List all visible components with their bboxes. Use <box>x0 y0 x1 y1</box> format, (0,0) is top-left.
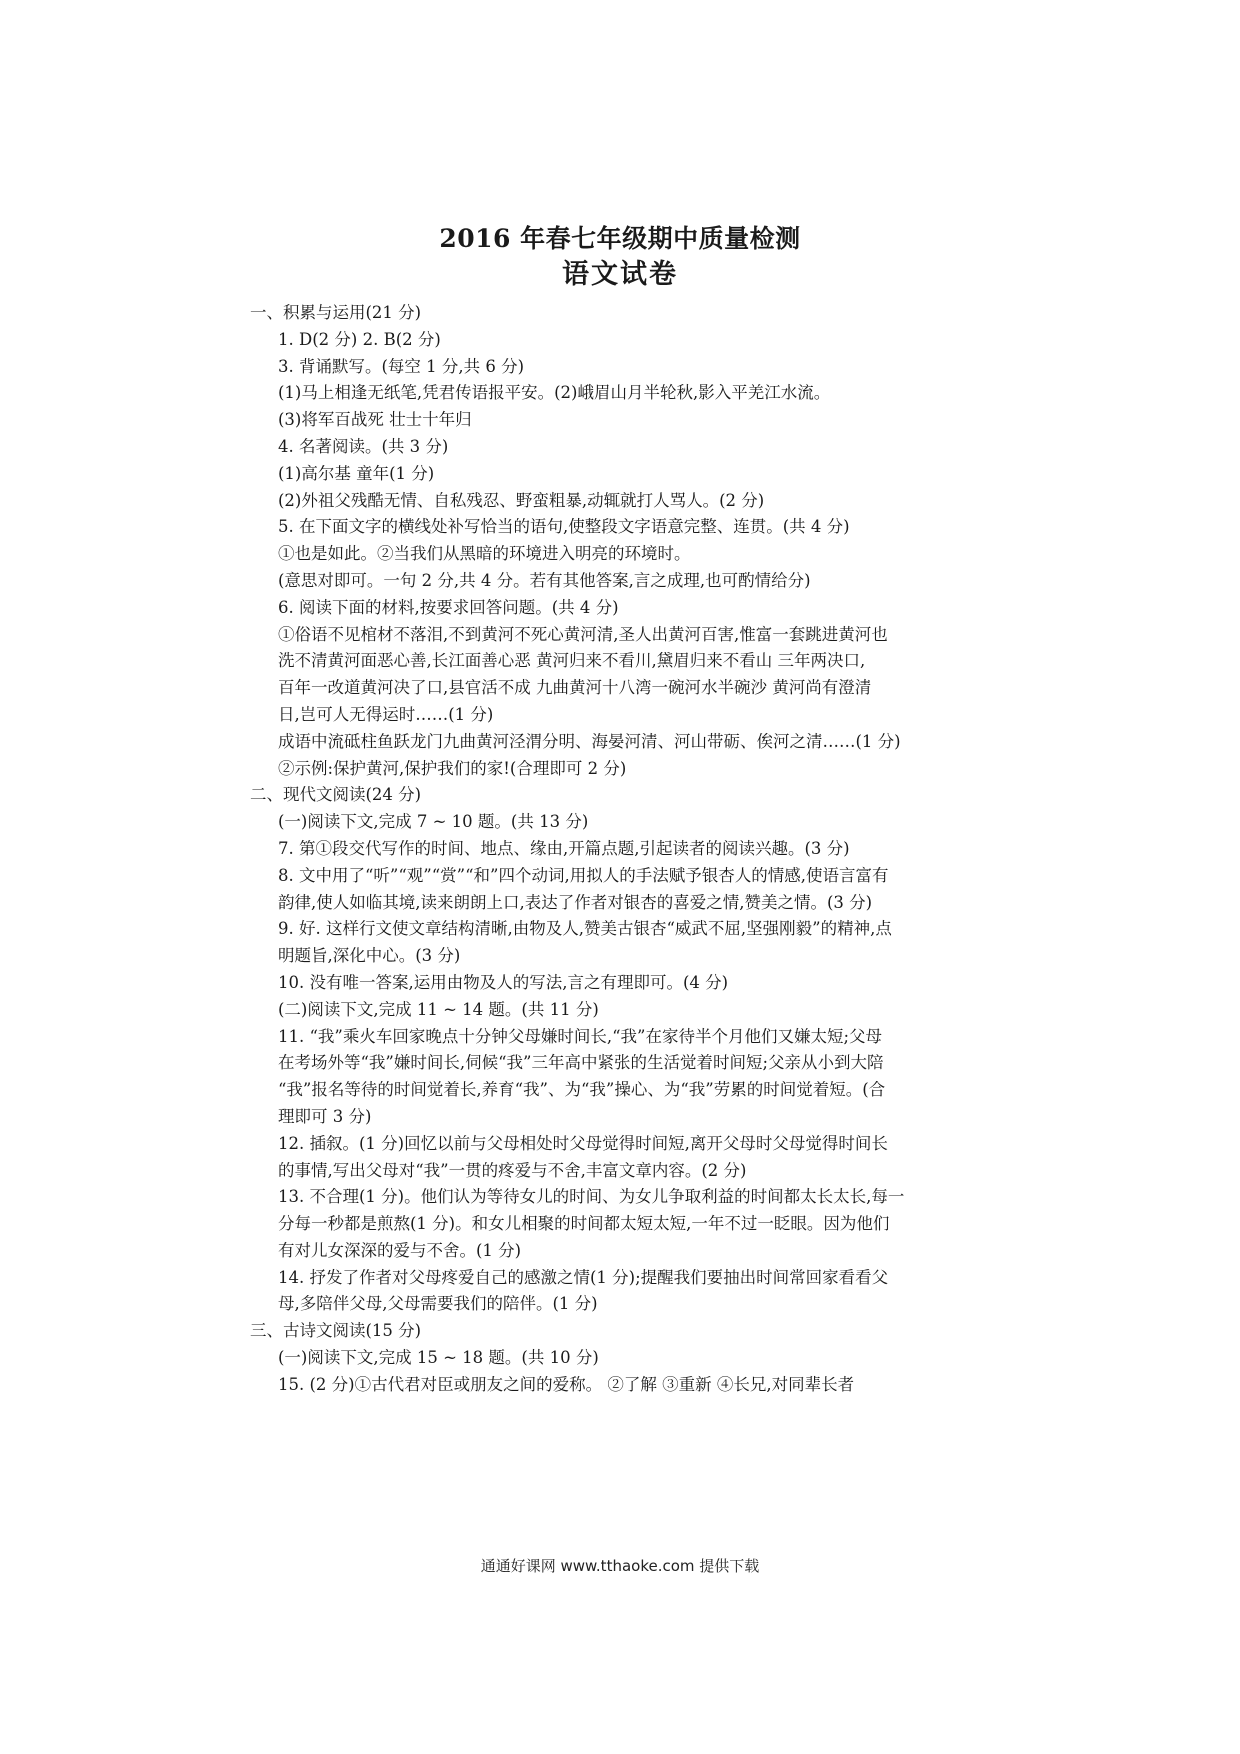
answer-line: (3)将军百战死 壮士十年归 <box>278 410 472 430</box>
document-title: 2016 年春七年级期中质量检测 <box>439 224 801 253</box>
answer-line: 3. 背诵默写。(每空 1 分,共 6 分) <box>278 356 525 376</box>
answer-line: 韵律,使人如临其境,读来朗朗上口,表达了作者对银杏的喜爱之情,赞美之情。(3 分) <box>278 892 873 912</box>
answer-line: 13. 不合理(1 分)。他们认为等待女儿的时间、为女儿争取利益的时间都太长太长,每一 <box>278 1187 905 1207</box>
answer-line: ①也是如此。②当我们从黑暗的环境进入明亮的环境时。 <box>278 544 691 564</box>
answer-line: 14. 抒发了作者对父母疼爱自己的感激之情(1 分);提醒我们要抽出时间常回家看看父 <box>278 1267 889 1287</box>
answer-line: 明题旨,深化中心。(3 分) <box>278 946 461 966</box>
answer-line: 日,岂可人无得运时……(1 分) <box>278 704 494 724</box>
answer-line: 15. (2 分)①古代君对臣或朋友之间的爱称。 ②了解 ③重新 ④长兄,对同辈长者 <box>278 1374 855 1394</box>
answer-line: 母,多陪伴父母,父母需要我们的陪伴。(1 分) <box>278 1294 598 1314</box>
answer-content <box>250 300 1030 1399</box>
section-heading: 一、积累与运用(21 分) <box>250 303 422 322</box>
answer-line: (1)马上相逢无纸笔,凭君传语报平安。(2)峨眉山月半轮秋,影入平羌江水流。 <box>278 383 831 403</box>
answer-line: 9. 好. 这样行文使文章结构清晰,由物及人,赞美古银杏“威武不屈,坚强刚毅”的精神,点 <box>278 919 892 939</box>
answer-line: “我”报名等待的时间觉着长,养育“我”、为“我”操心、为“我”劳累的时间觉着短。(合 <box>278 1080 886 1100</box>
answer-line: (1)高尔基 童年(1 分) <box>278 463 435 483</box>
answer-line: 8. 文中用了“听”“观”“赏”“和”四个动词,用拟人的手法赋予银杏人的情感,使语言富有 <box>278 865 889 885</box>
answer-line: 成语中流砥柱鱼跃龙门九曲黄河泾渭分明、海晏河清、河山带砺、俟河之清……(1 分) <box>278 731 901 751</box>
answer-line: (一)阅读下文,完成 15 ~ 18 题。(共 10 分) <box>278 1348 599 1368</box>
answer-line: 百年一改道黄河决了口,县官活不成 九曲黄河十八湾一碗河水半碗沙 黄河尚有澄清 <box>278 678 872 698</box>
answer-line: 6. 阅读下面的材料,按要求回答问题。(共 4 分) <box>278 597 619 617</box>
answer-line: 4. 名著阅读。(共 3 分) <box>278 436 449 456</box>
title-block <box>0 222 1240 294</box>
answer-line: 在考场外等“我”嫌时间长,伺候“我”三年高中紧张的生活觉着时间短;父亲从小到大陪 <box>278 1053 884 1073</box>
answer-line: 的事情,写出父母对“我”一贯的疼爱与不舍,丰富文章内容。(2 分) <box>278 1160 747 1180</box>
answer-line: ②示例:保护黄河,保护我们的家!(合理即可 2 分) <box>278 758 627 778</box>
answer-line: 理即可 3 分) <box>278 1106 372 1126</box>
answer-line: 洗不清黄河面恶心善,长江面善心恶 黄河归来不看川,黛眉归来不看山 三年两决口, <box>278 651 866 671</box>
answer-line: 11. “我”乘火车回家晚点十分钟父母嫌时间长,“我”在家待半个月他们又嫌太短;父母 <box>278 1026 883 1046</box>
answer-line: (2)外祖父残酷无情、自私残忍、野蛮粗暴,动辄就打人骂人。(2 分) <box>278 490 765 510</box>
answer-line: 7. 第①段交代写作的时间、地点、缘由,开篇点题,引起读者的阅读兴趣。(3 分) <box>278 838 850 858</box>
document-subtitle: 语文试卷 <box>562 259 678 290</box>
section-heading: 三、古诗文阅读(15 分) <box>250 1321 422 1341</box>
answer-line: 10. 没有唯一答案,运用由物及人的写法,言之有理即可。(4 分) <box>278 972 729 992</box>
answer-line: 1. D(2 分) 2. B(2 分) <box>278 329 441 349</box>
answer-line: 分每一秒都是煎熬(1 分)。和女儿相聚的时间都太短太短,一年不过一眨眼。因为他们 <box>278 1214 890 1234</box>
answer-line: 有对儿女深深的爱与不舍。(1 分) <box>278 1240 522 1260</box>
answer-line: (一)阅读下文,完成 7 ~ 10 题。(共 13 分) <box>278 812 589 832</box>
answer-line: (意思对即可。一句 2 分,共 4 分。若有其他答案,言之成理,也可酌情给分) <box>278 570 811 590</box>
answer-line: 12. 插叙。(1 分)回忆以前与父母相处时父母觉得时间短,离开父母时父母觉得时间长 <box>278 1133 888 1153</box>
answer-line: (二)阅读下文,完成 11 ~ 14 题。(共 11 分) <box>278 999 599 1019</box>
answer-line: ①俗语不见棺材不落泪,不到黄河不死心黄河清,圣人出黄河百害,惟富一套跳进黄河也 <box>278 624 888 644</box>
footer-watermark: 通通好课网 www.tthaoke.com 提供下载 <box>480 1557 760 1575</box>
answer-line: 5. 在下面文字的横线处补写恰当的语句,使整段文字语意完整、连贯。(共 4 分) <box>278 517 850 537</box>
section-heading: 二、现代文阅读(24 分) <box>250 785 422 805</box>
